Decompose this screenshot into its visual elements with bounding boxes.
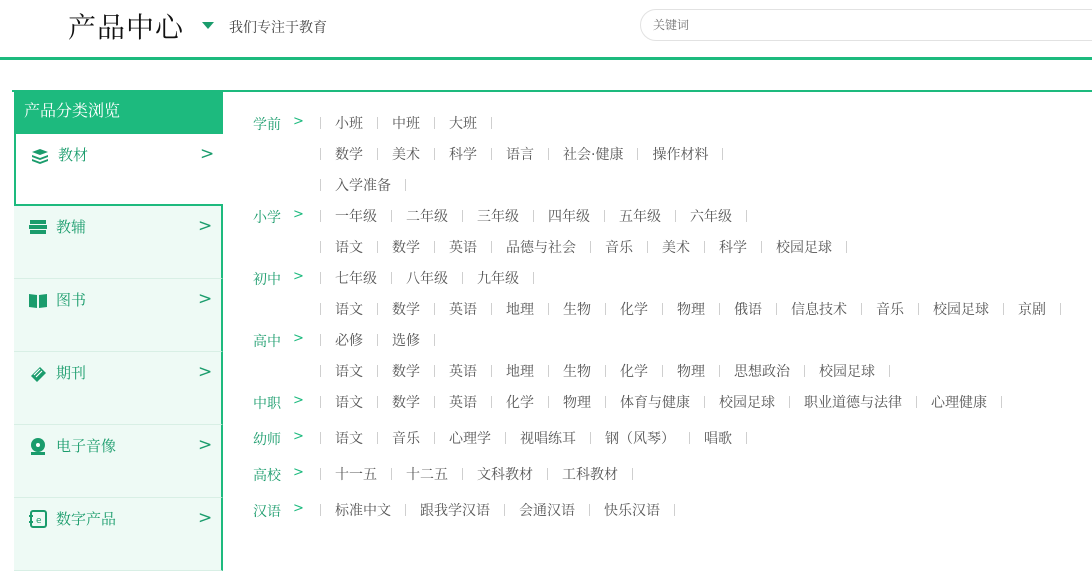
divider (320, 272, 321, 284)
divider (377, 303, 378, 315)
divider (434, 334, 435, 346)
subcategory-link[interactable]: 音乐 (605, 240, 633, 256)
category-name: 高中 (253, 334, 281, 350)
chevron-right-icon: > (293, 501, 304, 516)
divider (675, 210, 676, 222)
subcategory-link[interactable]: 体育与健康 (620, 395, 690, 411)
subcategory-link[interactable]: 社会·健康 (563, 147, 624, 163)
chevron-right-icon: > (293, 114, 304, 129)
subcategory-link[interactable]: 九年级 (477, 271, 519, 287)
divider (590, 432, 591, 444)
divider (1003, 303, 1004, 315)
chevron-right-icon: > (293, 331, 304, 346)
subcategory-row (320, 237, 861, 257)
divider (704, 396, 705, 408)
books-stack-icon (28, 218, 48, 236)
subcategory-link[interactable]: 化学 (620, 302, 648, 318)
sidebar-item-label: 图书 (56, 291, 87, 309)
divider (320, 117, 321, 129)
subcategory-link[interactable]: 八年级 (406, 271, 448, 287)
subcategory-link[interactable]: 校园足球 (933, 302, 989, 318)
sidebar-item-label: 教辅 (56, 218, 87, 236)
subcategory-link[interactable]: 大班 (449, 116, 477, 132)
sidebar-item-label: 期刊 (56, 364, 87, 382)
subcategory-link[interactable]: 品德与社会 (506, 240, 576, 256)
subcategory-link[interactable]: 心理健康 (931, 395, 987, 411)
chevron-right-icon: > (293, 465, 304, 480)
subcategory-link[interactable]: 英语 (449, 364, 477, 380)
sidebar-divider (221, 92, 223, 134)
subcategory-link[interactable]: 钢（风琴） (605, 431, 675, 447)
divider (462, 272, 463, 284)
divider (320, 504, 321, 516)
divider (548, 148, 549, 160)
divider (377, 241, 378, 253)
subcategory-link[interactable]: 操作材料 (652, 147, 709, 163)
divider (719, 365, 720, 377)
subcategory-link[interactable]: 语言 (506, 147, 534, 163)
subcategory-row (320, 464, 647, 484)
subcategory-link[interactable]: 英语 (449, 395, 477, 411)
category-name: 小学 (253, 210, 281, 226)
chevron-right-icon: > (198, 362, 213, 382)
divider (662, 365, 663, 377)
divider (434, 117, 435, 129)
page-title: 产品中心 (68, 11, 185, 44)
subcategory-link[interactable]: 中班 (392, 116, 420, 132)
subcategory-link[interactable]: 校园足球 (719, 395, 775, 411)
subcategory-row (320, 500, 689, 520)
divider (320, 210, 321, 222)
divider (548, 396, 549, 408)
chevron-right-icon: > (198, 289, 213, 309)
sidebar-item-books[interactable] (14, 279, 223, 352)
divider (674, 504, 675, 516)
page-header (0, 0, 1092, 60)
subcategory-link[interactable]: 会通汉语 (519, 503, 575, 519)
divider (491, 241, 492, 253)
chevron-right-icon: > (293, 269, 304, 284)
search-input[interactable] (640, 9, 1092, 41)
divider (719, 303, 720, 315)
chevron-right-icon: > (293, 429, 304, 444)
subcategory-row (320, 113, 506, 133)
subcategory-row (320, 268, 548, 288)
divider (704, 241, 705, 253)
subcategory-link[interactable]: 数学 (392, 240, 420, 256)
divider (1001, 396, 1002, 408)
divider (320, 468, 321, 480)
divider (1060, 303, 1061, 315)
divider (662, 303, 663, 315)
subcategory-link[interactable]: 文科教材 (477, 467, 533, 483)
divider (377, 117, 378, 129)
subcategory-link[interactable]: 地理 (506, 302, 534, 318)
subcategory-link[interactable]: 数学 (392, 302, 420, 318)
divider (846, 241, 847, 253)
divider (916, 396, 917, 408)
sidebar-item-label: 教材 (58, 146, 89, 164)
subcategory-link[interactable]: 音乐 (392, 431, 420, 447)
subcategory-link[interactable]: 十二五 (406, 467, 448, 483)
divider (605, 303, 606, 315)
subcategory-row (320, 144, 737, 164)
sidebar-item-label: 数字产品 (56, 510, 117, 528)
divider (405, 179, 406, 191)
subcategory-link[interactable]: 物理 (677, 364, 705, 380)
category-label[interactable] (253, 465, 304, 485)
subcategory-row (320, 175, 420, 195)
subcategory-link[interactable]: 二年级 (406, 209, 448, 225)
chevron-right-icon: > (198, 216, 213, 236)
subcategory-link[interactable]: 化学 (506, 395, 534, 411)
journal-icon (28, 364, 48, 382)
divider (889, 365, 890, 377)
subcategory-link[interactable]: 跟我学汉语 (420, 503, 490, 519)
category-label[interactable] (253, 114, 304, 134)
subcategory-link[interactable]: 科学 (719, 240, 747, 256)
subcategory-row (320, 206, 761, 226)
subcategory-link[interactable]: 英语 (449, 240, 477, 256)
sidebar-item-supplementary[interactable] (14, 206, 223, 279)
subcategory-link[interactable]: 唱歌 (704, 431, 732, 447)
divider (548, 303, 549, 315)
subcategory-link[interactable]: 音乐 (876, 302, 904, 318)
divider (533, 210, 534, 222)
divider (462, 468, 463, 480)
divider (434, 148, 435, 160)
divider (377, 432, 378, 444)
textbook-stack-icon (30, 146, 50, 164)
divider (320, 432, 321, 444)
divider (547, 468, 548, 480)
divider (804, 365, 805, 377)
category-name: 学前 (253, 117, 281, 133)
subcategory-link[interactable]: 必修 (335, 333, 363, 349)
divider (861, 303, 862, 315)
divider (491, 303, 492, 315)
sidebar-item-textbooks[interactable] (14, 134, 223, 206)
subcategory-row (320, 299, 1075, 319)
divider (590, 241, 591, 253)
divider (391, 272, 392, 284)
divider (533, 272, 534, 284)
subcategory-link[interactable]: 选修 (392, 333, 420, 349)
divider (377, 148, 378, 160)
subcategory-link[interactable]: 工科教材 (562, 467, 618, 483)
divider (746, 210, 747, 222)
divider (722, 148, 723, 160)
divider (405, 504, 406, 516)
sidebar (14, 134, 223, 564)
digital-device-icon (28, 510, 48, 528)
divider (491, 365, 492, 377)
divider (320, 334, 321, 346)
sidebar-item-label: 电子音像 (56, 437, 117, 455)
subcategory-link[interactable]: 入学准备 (335, 178, 391, 194)
subcategory-link[interactable]: 语文 (335, 395, 363, 411)
category-name: 幼师 (253, 432, 281, 448)
category-label[interactable] (253, 429, 304, 449)
divider (434, 365, 435, 377)
subcategory-link[interactable]: 物理 (677, 302, 705, 318)
svg-text:e: e (36, 516, 42, 526)
sidebar-heading: 产品分类浏览 (14, 92, 223, 134)
subcategory-link[interactable]: 语文 (335, 240, 363, 256)
divider (761, 241, 762, 253)
subcategory-link[interactable]: 地理 (506, 364, 534, 380)
divider (491, 396, 492, 408)
subcategory-link[interactable]: 美术 (392, 147, 420, 163)
divider (391, 210, 392, 222)
subcategory-link[interactable]: 语文 (335, 431, 363, 447)
divider (548, 365, 549, 377)
sidebar-item-audiovisual[interactable] (14, 425, 223, 498)
sidebar-item-digital[interactable] (14, 498, 223, 571)
category-label[interactable] (253, 331, 304, 351)
divider (320, 396, 321, 408)
subcategory-link[interactable]: 数学 (392, 364, 420, 380)
divider (918, 303, 919, 315)
divider (689, 432, 690, 444)
divider (605, 396, 606, 408)
subcategory-link[interactable]: 美术 (662, 240, 690, 256)
subcategory-row (320, 361, 904, 381)
subcategory-link[interactable]: 语文 (335, 302, 363, 318)
category-label[interactable] (253, 207, 304, 227)
chevron-right-icon: > (198, 435, 213, 455)
divider (505, 432, 506, 444)
subcategory-link[interactable]: 数学 (392, 395, 420, 411)
subcategory-link[interactable]: 英语 (449, 302, 477, 318)
divider (637, 148, 638, 160)
divider (320, 365, 321, 377)
subcategory-row (320, 428, 761, 448)
divider (504, 504, 505, 516)
subcategory-link[interactable]: 十一五 (335, 467, 377, 483)
divider (491, 148, 492, 160)
subcategory-link[interactable]: 思想政治 (734, 364, 790, 380)
subcategory-row (320, 392, 1016, 412)
divider (434, 396, 435, 408)
category-label[interactable] (253, 393, 304, 413)
subcategory-link[interactable]: 信息技术 (791, 302, 847, 318)
divider (377, 365, 378, 377)
divider (320, 241, 321, 253)
subcategory-link[interactable]: 科学 (449, 147, 477, 163)
subcategory-row (320, 330, 449, 350)
subcategory-link[interactable]: 七年级 (335, 271, 377, 287)
divider (434, 432, 435, 444)
divider (320, 179, 321, 191)
subcategory-link[interactable]: 标准中文 (335, 503, 391, 519)
divider (320, 148, 321, 160)
divider (789, 396, 790, 408)
divider (604, 210, 605, 222)
divider (377, 396, 378, 408)
divider (434, 241, 435, 253)
divider (491, 117, 492, 129)
subcategory-link[interactable]: 俄语 (734, 302, 762, 318)
subcategory-link[interactable]: 四年级 (548, 209, 590, 225)
divider (434, 303, 435, 315)
subcategory-link[interactable]: 京剧 (1018, 302, 1046, 318)
subcategory-link[interactable]: 五年级 (619, 209, 661, 225)
caret-down-icon[interactable] (202, 22, 214, 29)
subcategory-link[interactable]: 生物 (563, 364, 591, 380)
divider (377, 334, 378, 346)
subcategory-link[interactable]: 化学 (620, 364, 648, 380)
subcategory-link[interactable]: 快乐汉语 (604, 503, 660, 519)
category-name: 高校 (253, 468, 281, 484)
subcategory-link[interactable]: 校园足球 (776, 240, 832, 256)
subcategory-link[interactable]: 小班 (335, 116, 363, 132)
divider (647, 241, 648, 253)
chevron-right-icon: > (293, 393, 304, 408)
category-name: 初中 (253, 272, 281, 288)
category-label[interactable] (253, 269, 304, 289)
divider (391, 468, 392, 480)
subcategory-link[interactable]: 职业道德与法律 (804, 395, 902, 411)
chevron-right-icon: > (200, 144, 215, 164)
subcategory-link[interactable]: 六年级 (690, 209, 732, 225)
subcategory-link[interactable]: 视唱练耳 (520, 431, 576, 447)
subcategory-link[interactable]: 生物 (563, 302, 591, 318)
disc-player-icon (28, 437, 48, 455)
divider (320, 303, 321, 315)
subcategory-link[interactable]: 三年级 (477, 209, 519, 225)
category-label[interactable] (253, 501, 304, 521)
subcategory-link[interactable]: 校园足球 (819, 364, 875, 380)
open-book-icon (28, 291, 48, 309)
subcategory-link[interactable]: 物理 (563, 395, 591, 411)
chevron-right-icon: > (293, 207, 304, 222)
divider (462, 210, 463, 222)
subcategory-link[interactable]: 心理学 (449, 431, 491, 447)
subcategory-link[interactable]: 语文 (335, 364, 363, 380)
divider (776, 303, 777, 315)
category-name: 汉语 (253, 504, 281, 520)
divider (605, 365, 606, 377)
subcategory-link[interactable]: 数学 (335, 147, 363, 163)
category-name: 中职 (253, 396, 281, 412)
sidebar-item-journals[interactable] (14, 352, 223, 425)
chevron-right-icon: > (198, 508, 213, 528)
slogan: 我们专注于教育 (229, 20, 327, 36)
divider (589, 504, 590, 516)
subcategory-link[interactable]: 一年级 (335, 209, 377, 225)
divider (632, 468, 633, 480)
divider (746, 432, 747, 444)
